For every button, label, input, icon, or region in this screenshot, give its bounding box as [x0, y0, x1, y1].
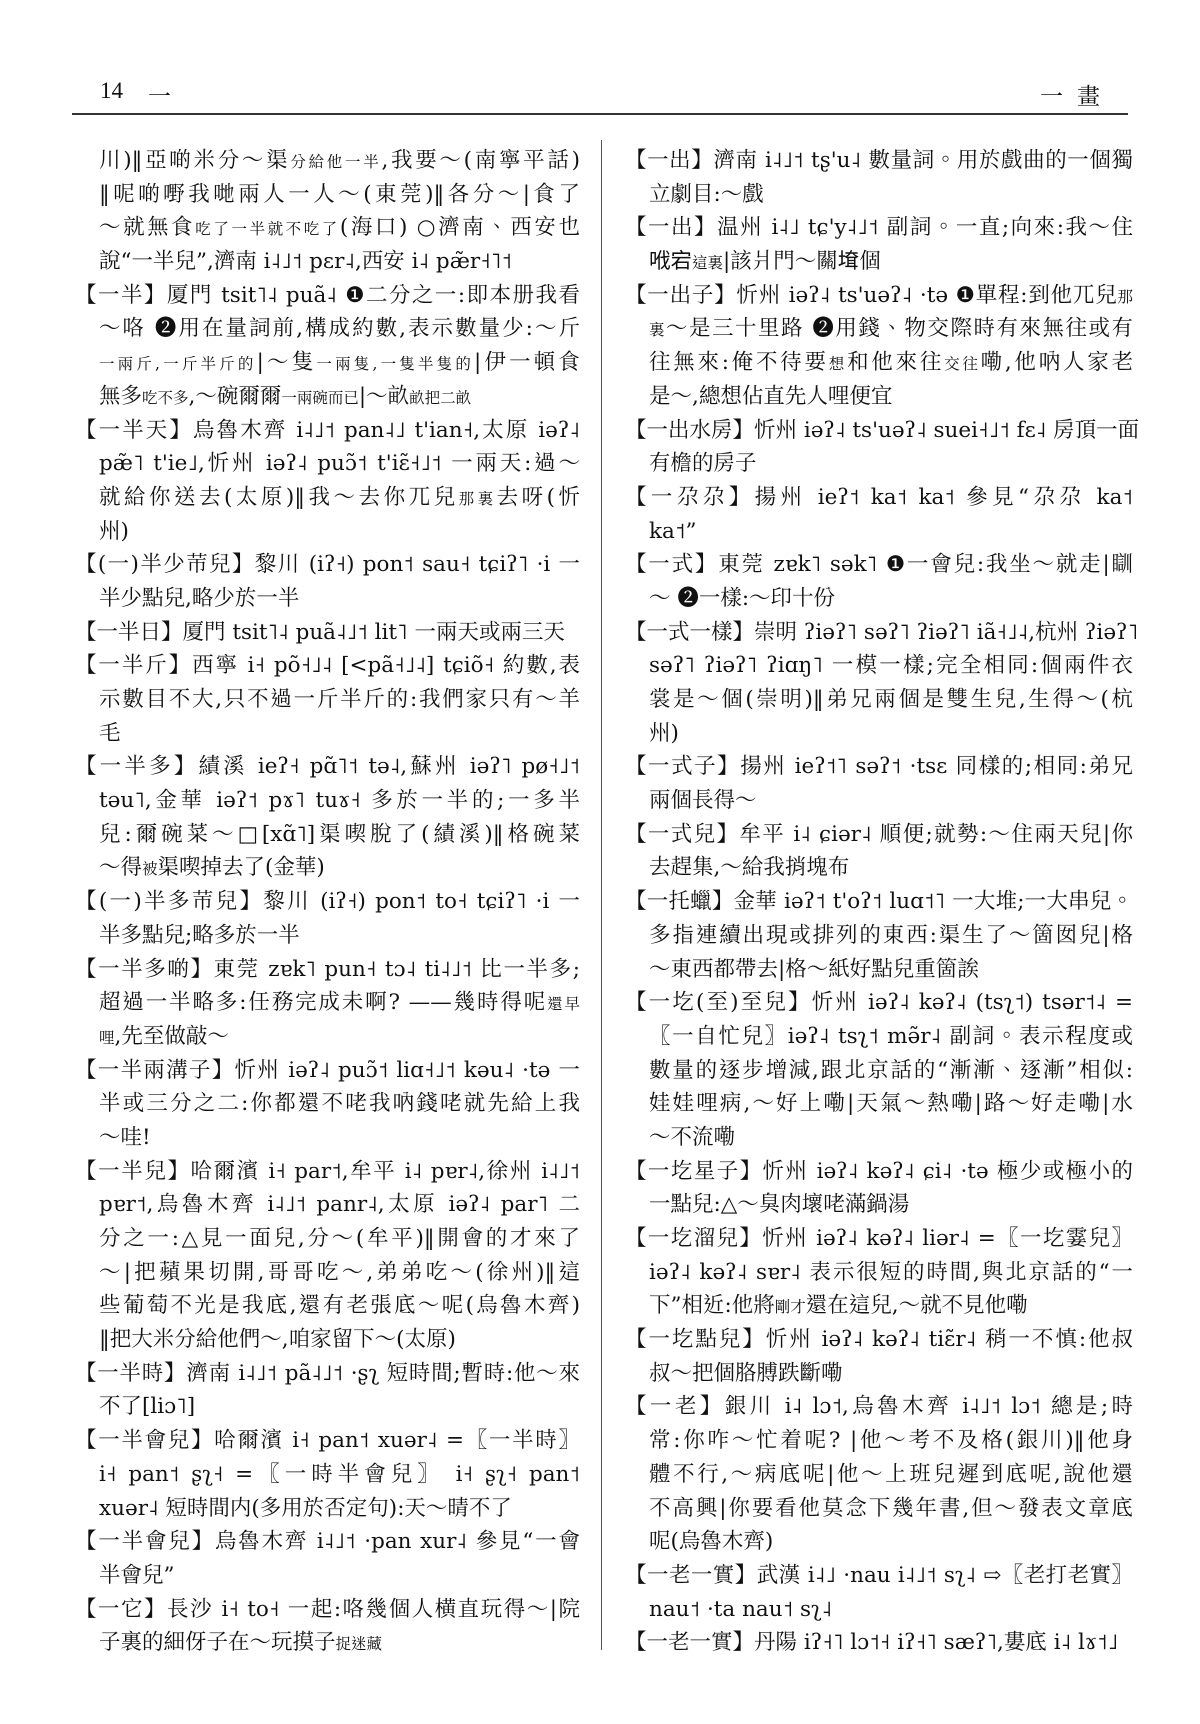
- entry-line: [625, 1458, 1133, 1492]
- entry-headline: [625, 818, 1133, 852]
- dictionary-entry: [625, 1559, 1133, 1626]
- right-column: [625, 144, 1140, 1660]
- entry-text: 【一老】銀川 i˨ lɔ˦,烏魯木齊 i˨˩˦ lɔ˦ 總是;時: [625, 1394, 1133, 1420]
- entry-text: ～東西都帶去|格～紙好點兒重箇誒: [649, 956, 979, 982]
- entry-line: [75, 1256, 580, 1290]
- entry-text: 【一半天】烏魯木齊 i˨˩˦ pan˨˩ t'ian˧,太原 iəʔ˨: [75, 417, 580, 443]
- entry-line: [75, 1222, 580, 1256]
- entry-headline: [75, 1054, 580, 1088]
- entry-text: 超過一半略多:任務完成未啊? ——幾時得呢: [99, 990, 548, 1016]
- entry-text: |伊一頓食: [474, 350, 580, 376]
- entry-line: [75, 1390, 580, 1424]
- entry-text: 是～,總想佔直先人哩便宜: [649, 383, 893, 409]
- entry-text: 一點兒:△～臭肉壞咾滿鍋湯: [649, 1192, 910, 1218]
- dictionary-entry: [625, 211, 1133, 278]
- entry-text: 分之一:△見一面兒,分～(牟平)‖開會的才來了: [99, 1226, 580, 1251]
- entry-text: 呢(烏魯木齊): [649, 1529, 774, 1555]
- entry-line: [75, 1458, 580, 1492]
- entry-text: 【一托蠟】金華 iəʔ˦ t'oʔ˦ luɑ˦˥ 一大堆;一大串兒。: [625, 889, 1133, 915]
- entry-line: [625, 582, 1133, 616]
- entry-text: ‖呢啲嘢我哋兩人一人～(東莞)‖各分～|食了: [99, 181, 580, 207]
- entry-line: [625, 1593, 1133, 1627]
- entry-text: ,我要～(南寧平話): [381, 148, 580, 173]
- gloss-note: 畝把二畝: [409, 388, 472, 407]
- entry-text: 【一圪溜兒】忻州 iəʔ˨ kəʔ˨ liər˨ =〖一圪霎兒〗: [625, 1226, 1133, 1251]
- entry-line: [625, 1121, 1133, 1155]
- gloss-note: 分給他一半: [290, 153, 382, 171]
- entry-headline: [75, 548, 580, 582]
- entry-text: 𠲎宕: [649, 249, 693, 275]
- entry-text: 【一半時】濟南 i˨˩˦ pã˨˩˦ ·ʂʅ 短時間;暫時:他～來: [75, 1360, 580, 1386]
- entry-text: 【(一)半多䒥兒】黎川 (iʔ˧) pon˦ to˧ tɕiʔ˥ ·i 一: [75, 889, 580, 915]
- dictionary-entry: [625, 885, 1133, 986]
- entry-text: ～ ❷一樣:～印十份: [649, 585, 836, 611]
- entry-line: [75, 1087, 580, 1121]
- entry-headline: [625, 1390, 1133, 1424]
- entry-line: [625, 346, 1133, 380]
- entry-line: [625, 1492, 1133, 1526]
- entry-text: 【一出子】忻州 iəʔ˨ ts'uəʔ˨ ·tə ❶單程:到他兀兒: [625, 282, 1118, 308]
- entry-text: 【一尕尕】揚州 ieʔ˦ ka˦ ka˦ 參見“尕尕 ka˦: [625, 484, 1133, 510]
- header-rule: [72, 113, 1128, 115]
- entry-text: 川)‖亞啲米分～渠: [99, 148, 291, 173]
- entry-line: [75, 245, 580, 279]
- entry-headline: [75, 1525, 580, 1559]
- entry-text: |該爿門～關𡍲個: [723, 249, 881, 275]
- entry-text: 兩個長得～: [649, 788, 757, 814]
- dictionary-entry: [75, 1357, 580, 1424]
- entry-headline: [625, 750, 1133, 784]
- gloss-note: 裏: [649, 321, 667, 340]
- entry-text: |～畝: [358, 383, 410, 409]
- dictionary-entry: [625, 1323, 1133, 1390]
- dictionary-entry: [625, 481, 1133, 548]
- entry-text: 【一半多】績溪 ieʔ˧ pɑ̃˥˦ tə˨,蘇州 iəʔ˥ pø˧˩˦: [75, 754, 580, 780]
- entry-line: [75, 447, 580, 481]
- entry-text: 和他來往: [847, 350, 945, 376]
- dictionary-entry: [625, 1626, 1133, 1660]
- gloss-note: 吃不多: [142, 388, 189, 407]
- entry-line: [75, 851, 580, 885]
- entry-line: [75, 211, 580, 245]
- entry-text: xuər˨ 短時間内(多用於否定句):天～晴不了: [99, 1495, 512, 1521]
- dictionary-entry: [75, 953, 580, 1054]
- entry-line: [75, 1188, 580, 1222]
- entry-text: 【一圪(至)至兒】忻州 iəʔ˨ kəʔ˨ (tsʅ˦) tsər˦˨ =: [625, 990, 1133, 1016]
- entry-headline: [625, 1626, 1133, 1660]
- dictionary-entry: [625, 1155, 1133, 1222]
- entry-line: [625, 649, 1133, 683]
- gloss-note: 那裏: [458, 489, 497, 508]
- entry-headline: [75, 616, 580, 650]
- entry-text: 〖一自忙兒〗iəʔ˨ tsʅ˦ mə̃r˨ 副詞。表示程度或: [649, 1023, 1133, 1049]
- entry-line: [75, 1121, 580, 1155]
- entry-text: 不高興|你要看他莫念下幾年書,但～發表文章底: [649, 1495, 1133, 1521]
- entry-line: [625, 1188, 1133, 1222]
- entry-text: 下”相近:他將: [649, 1293, 775, 1319]
- gloss-note: 一兩斤,一斤半斤的: [99, 355, 257, 374]
- entry-line: [75, 178, 580, 212]
- entry-headline: [625, 616, 1139, 650]
- dictionary-entry: [75, 1525, 580, 1592]
- entry-text: səʔ˥ ʔiəʔ˥ ʔiɑŋ˥ 一模一樣;完全相同:個兩件衣: [649, 653, 1133, 679]
- entry-line: [75, 818, 580, 852]
- entry-headline: [625, 1559, 1133, 1593]
- entry-headline: [625, 1155, 1133, 1189]
- dictionary-entry: [625, 986, 1133, 1154]
- entry-text: ka˦”: [649, 518, 697, 544]
- entry-text: 半會兒”: [99, 1562, 175, 1588]
- entry-line: [75, 582, 580, 616]
- entry-text: 【一半會兒】哈爾濱 i˧ pan˦ xuər˨ =〖一半時〗: [75, 1428, 580, 1454]
- entry-text: 【一半】厦門 tsit˥˨ puã˨ ❶二分之一:即本册我看: [75, 282, 580, 308]
- page-number: 14: [100, 78, 123, 103]
- gloss-note: 哩: [99, 1028, 115, 1047]
- entry-line: [625, 851, 1133, 885]
- entry-line: [75, 919, 580, 953]
- dictionary-entry: [75, 1054, 580, 1155]
- entry-text: 毛: [99, 720, 121, 746]
- entry-line: [625, 380, 1133, 414]
- entry-text: nau˦ ·ta nau˦ sʅ˨: [649, 1596, 833, 1622]
- gloss-note: 捉迷藏: [335, 1635, 383, 1654]
- gloss-note: 一兩碗而已: [281, 388, 359, 407]
- dictionary-entry: [75, 750, 580, 885]
- entry-text: 兒:爾碗菜～□[xɑ̃˥]渠喫脫了(績溪)‖格碗菜: [99, 821, 580, 847]
- gloss-note: 剛才: [774, 1298, 806, 1317]
- dictionary-entry: [625, 144, 1133, 211]
- entry-text: 裳是～個(崇明)‖弟兄兩個是雙生兒,生得～(杭: [649, 687, 1133, 712]
- entry-text: 州): [99, 518, 129, 544]
- dictionary-entry: [625, 750, 1133, 817]
- entry-line: [75, 717, 580, 751]
- dictionary-entry: [75, 616, 580, 650]
- entry-text: 半多點兒;略多於一半: [99, 922, 300, 948]
- entry-text: 去呀(忻: [496, 484, 580, 510]
- entry-text: 【一式子】揚州 ieʔ˦˥ səʔ˦ ·tsɛ 同樣的;相同:弟兄: [625, 754, 1133, 780]
- entry-line: [625, 784, 1133, 818]
- entry-text: 渠喫掉去了(金華): [157, 855, 325, 881]
- entry-text: ,～碗爾爾: [188, 383, 282, 409]
- entry-line: [625, 447, 1133, 481]
- entry-text: 【一式】東莞 zɐk˥ sək˥ ❶一會兒:我坐～就走|瞓: [625, 552, 1133, 578]
- entry-text: 就給你送去(太原)‖我～去你兀兒: [99, 484, 459, 510]
- entry-text: 【一老一實】武漢 i˨˩ ·nau i˨˩˦ sʅ˨ ⇨〖老打老實〗: [625, 1562, 1133, 1588]
- entry-text: 去趕集,～給我捎塊布: [649, 855, 850, 881]
- entry-headline: [75, 414, 580, 448]
- entry-text: ～|把蘋果切開,哥哥吃～,弟弟吃～(徐州)‖這: [99, 1259, 580, 1285]
- entry-line: [75, 1020, 580, 1054]
- entry-line: [75, 312, 580, 346]
- gloss-note: 一兩隻,一隻半隻的: [316, 355, 474, 374]
- dictionary-entry: [625, 279, 1133, 414]
- entry-text: 子裏的細伢子在～玩摸子: [99, 1630, 336, 1656]
- entry-line: [625, 919, 1133, 953]
- entry-text: 【一圪星子】忻州 iəʔ˨ kəʔ˨ ɕi˨ ·tə 極少或極小的: [625, 1158, 1133, 1184]
- entry-text: 【一式一樣】崇明 ʔiəʔ˥ səʔ˥ ʔiəʔ˥ iã˧˩˨,杭州 ʔiəʔ˥: [625, 619, 1139, 645]
- entry-headline: [75, 750, 580, 784]
- entry-text: 立劇目:～戲: [649, 181, 764, 207]
- entry-line: [625, 515, 1133, 549]
- entry-headline: [625, 548, 1133, 582]
- entry-headline: [75, 1424, 580, 1458]
- entry-line: [75, 683, 580, 717]
- entry-line: [75, 1626, 580, 1660]
- entry-text: ～是三十里路 ❷用錢、物交際時有來無往或有: [666, 316, 1133, 342]
- dictionary-entry: [75, 548, 580, 615]
- entry-text: 【一圪點兒】忻州 iəʔ˨ kəʔ˨ tiɛ̃r˨ 稍一不慎:他叔: [625, 1327, 1133, 1353]
- entry-line: [625, 1525, 1133, 1559]
- entry-line: [625, 1256, 1133, 1290]
- entry-line: [625, 717, 1133, 751]
- entry-line: [625, 245, 1133, 279]
- entry-line: [625, 1054, 1133, 1088]
- dictionary-entry: [75, 279, 580, 414]
- running-head-left: 一: [148, 84, 171, 110]
- entry-text: 還在這兒,～就不見他嘞: [805, 1293, 1028, 1319]
- entry-line: [75, 481, 580, 515]
- dictionary-entry: [625, 548, 1133, 615]
- entry-line: [75, 144, 580, 178]
- entry-headline: [625, 279, 1133, 313]
- entry-line: [75, 346, 580, 380]
- dictionary-entry: [625, 616, 1139, 751]
- entry-headline: [75, 279, 580, 313]
- entry-text: ～得: [99, 855, 143, 881]
- entry-text: 【一出】濟南 i˨˩˦ tʂ'u˨ 數量詞。用於戲曲的一個獨: [625, 148, 1133, 173]
- entry-headline: [625, 144, 1133, 178]
- entry-text: 州): [649, 720, 679, 746]
- entry-text: 往無來:俺不待要: [649, 350, 829, 376]
- left-column: [75, 144, 580, 1660]
- entry-text: 娃娃哩病,～好上嘞|天氣～熱嘞|路～好走嘞|水: [649, 1091, 1133, 1117]
- entry-line: [625, 312, 1133, 346]
- entry-line: [75, 1289, 580, 1323]
- running-head-right: 一畫: [1040, 84, 1114, 110]
- entry-text: 半少點兒,略少於一半: [99, 585, 300, 611]
- entry-text: pæ̃˥ t'ie˩,忻州 iəʔ˨ puɔ̃˦ t'iɛ̃˧˩˦ 一兩天:過～: [99, 451, 580, 477]
- entry-line: [75, 986, 580, 1020]
- entry-line: [75, 380, 580, 414]
- entry-line: [625, 1424, 1133, 1458]
- entry-text: 嘞,他吶人家老: [980, 350, 1133, 376]
- entry-text: 【一半斤】西寧 i˧ põ˧˩˨ [<pã˧˩˨] tɕiõ˧ 約數,表: [75, 653, 580, 679]
- gloss-note: 想: [828, 355, 848, 374]
- entry-text: 叔～把個胳膊跌斷嘞: [649, 1360, 843, 1386]
- entry-text: iəʔ˨ kəʔ˨ sɐr˨ 表示很短的時間,與北京話的“一: [649, 1259, 1133, 1285]
- entry-text: ～就無食: [99, 215, 196, 241]
- dictionary-entry: [75, 885, 580, 952]
- entry-line: [75, 784, 580, 818]
- entry-text: 【(一)半少䒥兒】黎川 (iʔ˧) pon˦ sau˧ tɕiʔ˥ ·i 一: [75, 552, 580, 578]
- entry-text: 【一出水房】忻州 iəʔ˨ ts'uəʔ˨ suei˧˩˦ fɛ˨ 房頂一面: [625, 417, 1140, 443]
- entry-text: i˧ pan˦ ʂʅ˧ =〖一時半會兒〗 i˧ ʂʅ˧ pan˦: [99, 1461, 580, 1487]
- entry-line: [75, 1323, 580, 1357]
- entry-line: [625, 1020, 1133, 1054]
- dictionary-entry: [75, 1155, 580, 1357]
- entry-text: 【一半多啲】東莞 zɐk˥ pun˧ tɔ˨ ti˨˩˦ 比一半多;: [75, 956, 580, 982]
- gloss-note: 那: [1117, 287, 1133, 306]
- entry-line: [75, 515, 580, 549]
- dictionary-entry: [75, 414, 580, 549]
- entry-line: [625, 953, 1133, 987]
- entry-text: ～咯 ❷用在量詞前,構成約數,表示數量少:～斤: [99, 316, 580, 342]
- entry-line: [625, 1087, 1133, 1121]
- entry-text: təu˥,金華 iəʔ˦ pɤ˥ tuɤ˧ 多於一半的;一多半: [99, 788, 580, 814]
- entry-text: 【一式兒】牟平 i˨ ɕiər˨ 順便;就勢:～住兩天兒|你: [625, 821, 1133, 847]
- dictionary-entry: [625, 1222, 1133, 1323]
- entry-headline: [75, 885, 580, 919]
- entry-text: 【一出】温州 i˨˩ tɕ'y˨˩˦ 副詞。一直;向來:我～住: [625, 215, 1133, 241]
- gloss-note: 還早: [547, 995, 580, 1014]
- entry-text: 有檐的房子: [649, 451, 757, 477]
- entry-line: [625, 683, 1133, 717]
- gloss-note: 吃了一半就不吃了: [195, 220, 340, 239]
- entry-line: [75, 1559, 580, 1593]
- entry-text: 說“一半兒”,濟南 i˨˩˦ pɛr˨,西安 i˨ pæ̃r˧˥˦: [99, 249, 512, 275]
- entry-text: |～隻: [256, 350, 317, 376]
- entry-headline: [75, 1357, 580, 1391]
- entry-text: 【一半兩溝子】忻州 iəʔ˨ puɔ̃˦ liɑ˧˩˦ kəu˨ ·tə 一: [75, 1057, 580, 1083]
- entry-text: 多指連續出現或排列的東西:渠生了～箇囡兒|格: [649, 922, 1133, 948]
- entry-headline: [625, 1222, 1133, 1256]
- entry-text: 體不行,～病底呢|他～上班兒遲到底呢,說他還: [649, 1461, 1133, 1487]
- entry-line: [625, 1289, 1133, 1323]
- dictionary-entry: [75, 649, 580, 750]
- gloss-note: 被: [142, 860, 158, 879]
- gloss-note: 交往: [944, 355, 981, 374]
- entry-text: 【一半日】厦門 tsit˥˨ puã˨˩˦ lit˥ 一兩天或兩三天: [75, 619, 565, 645]
- entry-headline: [625, 885, 1133, 919]
- entry-text: ～不流嘞: [649, 1124, 736, 1150]
- entry-text: 不了[liɔ˥]: [99, 1394, 196, 1420]
- entry-text: 常:你咋～忙着呢? |他～考不及格(銀川)‖他身: [649, 1428, 1133, 1454]
- entry-line: [75, 1492, 580, 1526]
- entry-text: 數量的逐步增減,跟北京話的“漸漸、逐漸”相似:: [649, 1057, 1133, 1083]
- entry-text: ～哇!: [99, 1124, 151, 1150]
- entry-text: pɐr˦,烏魯木齊 i˨˩˦ panr˨,太原 iəʔ˨ par˥ 二: [99, 1192, 580, 1218]
- entry-text: ‖把大米分給他們～,咱家留下～(太原): [99, 1327, 456, 1353]
- entry-line: [625, 1357, 1133, 1391]
- dictionary-entry: [75, 1593, 580, 1660]
- entry-line: [625, 178, 1133, 212]
- entry-text: 【一半兒】哈爾濱 i˧ par˦,牟平 i˨ pɐr˨,徐州 i˨˩˦: [75, 1158, 580, 1184]
- entry-headline: [625, 481, 1133, 515]
- entry-text: 些葡萄不光是我底,還有老張底～呢(烏魯木齊): [99, 1293, 580, 1319]
- entry-headline: [625, 1323, 1133, 1357]
- entry-headline: [625, 986, 1133, 1020]
- entry-text: 【一半會兒】烏魯木齊 i˨˩˦ ·pan xur˨ 參見“一會: [75, 1529, 580, 1555]
- entry-headline: [625, 211, 1133, 245]
- entry-text: ,先至做敲～: [114, 1023, 229, 1049]
- gloss-note: 這裏: [692, 254, 724, 273]
- entry-text: 【一老一實】丹陽 iʔ˧˥ lɔ˦˧ iʔ˧˥ sæʔ˥,婁底 i˨ lɤ˦˩: [625, 1630, 1119, 1656]
- entry-text: (海口) ○濟南、西安也: [339, 215, 580, 241]
- entry-text: 半或三分之二:你都還不咾我吶錢咾就先給上我: [99, 1091, 580, 1117]
- entry-text: 無多: [99, 383, 143, 409]
- entry-headline: [75, 649, 580, 683]
- entry-text: 示數目不大,只不過一斤半斤的:我們家只有～羊: [99, 687, 580, 712]
- dictionary-entry: [75, 144, 580, 279]
- entry-headline: [625, 414, 1140, 448]
- entry-text: 【一它】長沙 i˧ to˧ 一起:咯幾個人横直玩得～|院: [75, 1596, 580, 1622]
- dictionary-entry: [625, 1390, 1133, 1558]
- dictionary-entry: [625, 818, 1133, 885]
- column-divider: [601, 140, 602, 1650]
- dictionary-entry: [75, 1424, 580, 1525]
- entry-headline: [75, 1593, 580, 1627]
- entry-headline: [75, 953, 580, 987]
- dictionary-entry: [625, 414, 1140, 481]
- entry-headline: [75, 1155, 580, 1189]
